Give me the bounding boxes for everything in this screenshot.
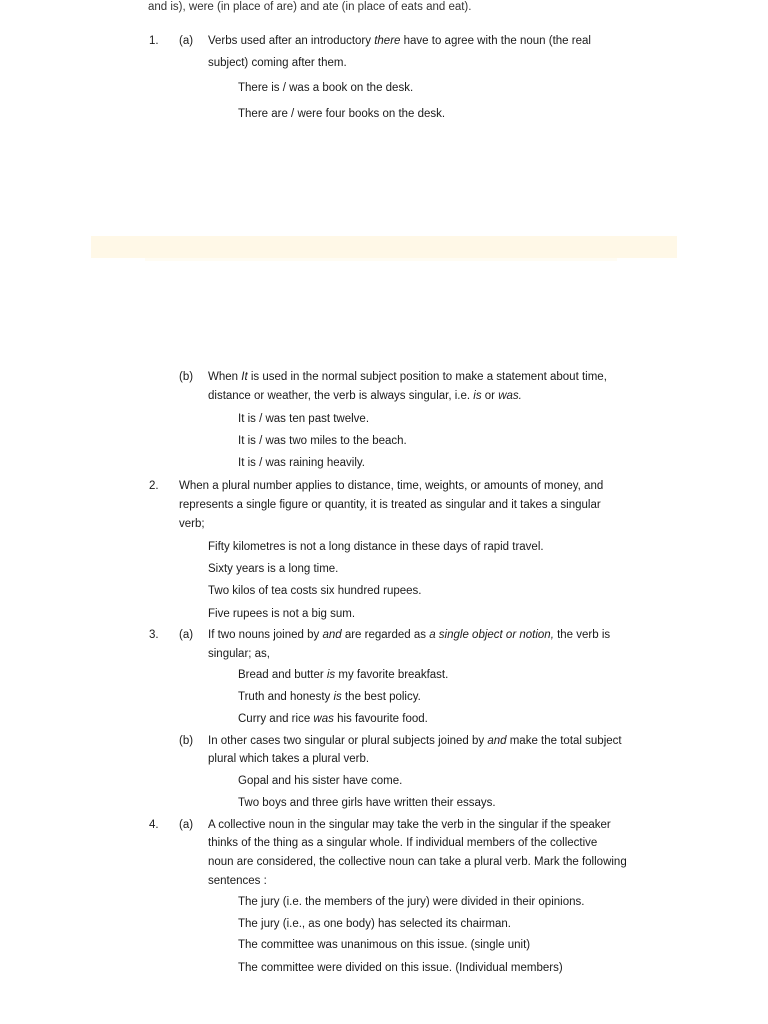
rule-2-example-4: Five rupees is not a big sum. (208, 608, 356, 620)
rule-1a-line-1: Verbs used after an introductory there have to agree with the noun (the real (208, 35, 591, 47)
rule-1a-example-1: There is / was a book on the desk. (238, 82, 414, 94)
rule-2-line-2: represents a single figure or quantity, it is treated as singular and it takes a singular (179, 499, 601, 511)
rule-1-number: 1. (149, 35, 159, 47)
rule-4a-line-1: A collective noun in the singular may take the verb in the singular if the speaker (208, 819, 611, 831)
rule-1b-line-1: When It is used in the normal subject position to make a statement about time, (208, 371, 607, 383)
rule-3-number: 3. (149, 629, 159, 641)
rule-1a-label: (a) (179, 35, 194, 47)
rule-3a-example-2: Truth and honesty is the best policy. (238, 691, 421, 703)
rule-3a-example-3: Curry and rice was his favourite food. (238, 713, 428, 725)
rule-4a-line-2: thinks of the thing as a singular whole. If individual members of the collective (208, 837, 598, 849)
rule-4a-example-4: The committee were divided on this issue. (Individual members) (238, 962, 563, 974)
rule-1a-example-2: There are / were four books on the desk. (238, 108, 446, 120)
rule-4a-line-3: noun are considered, the collective noun can take a plural verb. Mark the following (208, 856, 627, 868)
rule-4a-line-4: sentences : (208, 875, 267, 887)
rule-1b-example-3: It is / was raining heavily. (238, 457, 365, 469)
rule-1b-line-2: distance or weather, the verb is always singular, i.e. is or was. (208, 390, 522, 402)
rule-1b-example-1: It is / was ten past twelve. (238, 413, 370, 425)
rule-3b-label: (b) (179, 735, 194, 747)
rule-4a-example-2: The jury (i.e., as one body) has selected its chairman. (238, 918, 511, 930)
rule-1b-example-2: It is / was two miles to the beach. (238, 435, 407, 447)
rule-3a-example-1: Bread and butter is my favorite breakfast. (238, 669, 449, 681)
rule-2-line-3: verb; (179, 518, 205, 530)
rule-2-example-3: Two kilos of tea costs six hundred rupees. (208, 585, 422, 597)
highlight-band-shadow (145, 258, 617, 261)
rule-4-number: 4. (149, 819, 159, 831)
rule-1b-label: (b) (179, 371, 194, 383)
rule-1a-line-2: subject) coming after them. (208, 57, 347, 69)
cut-off-top-line (148, 1, 493, 18)
rule-2-example-2: Sixty years is a long time. (208, 563, 339, 575)
rule-3a-line-1: If two nouns joined by and are regarded as a single object or notion, the verb is (208, 629, 611, 641)
rule-3a-label: (a) (179, 629, 194, 641)
rule-3b-line-2: plural which takes a plural verb. (208, 753, 370, 765)
rule-2-example-1: Fifty kilometres is not a long distance in these days of rapid travel. (208, 541, 544, 553)
rule-3b-example-1: Gopal and his sister have come. (238, 775, 403, 787)
rule-4a-example-1: The jury (i.e. the members of the jury) were divided in their opinions. (238, 896, 585, 908)
rule-2-line-1: When a plural number applies to distance, time, weights, or amounts of money, and (179, 480, 604, 492)
rule-2-number: 2. (149, 480, 159, 492)
rule-4a-example-3: The committee was unanimous on this issue. (single unit) (238, 939, 531, 951)
highlight-band (91, 236, 677, 258)
top-fragment-text: and is), were (in place of are) and ate (in place of eats and eat). (148, 1, 472, 13)
rule-3b-line-1: In other cases two singular or plural subjects joined by and make the total subject (208, 735, 622, 747)
rule-4a-label: (a) (179, 819, 194, 831)
rule-3a-line-2: singular; as, (208, 648, 271, 660)
rule-3b-example-2: Two boys and three girls have written their essays. (238, 797, 496, 809)
